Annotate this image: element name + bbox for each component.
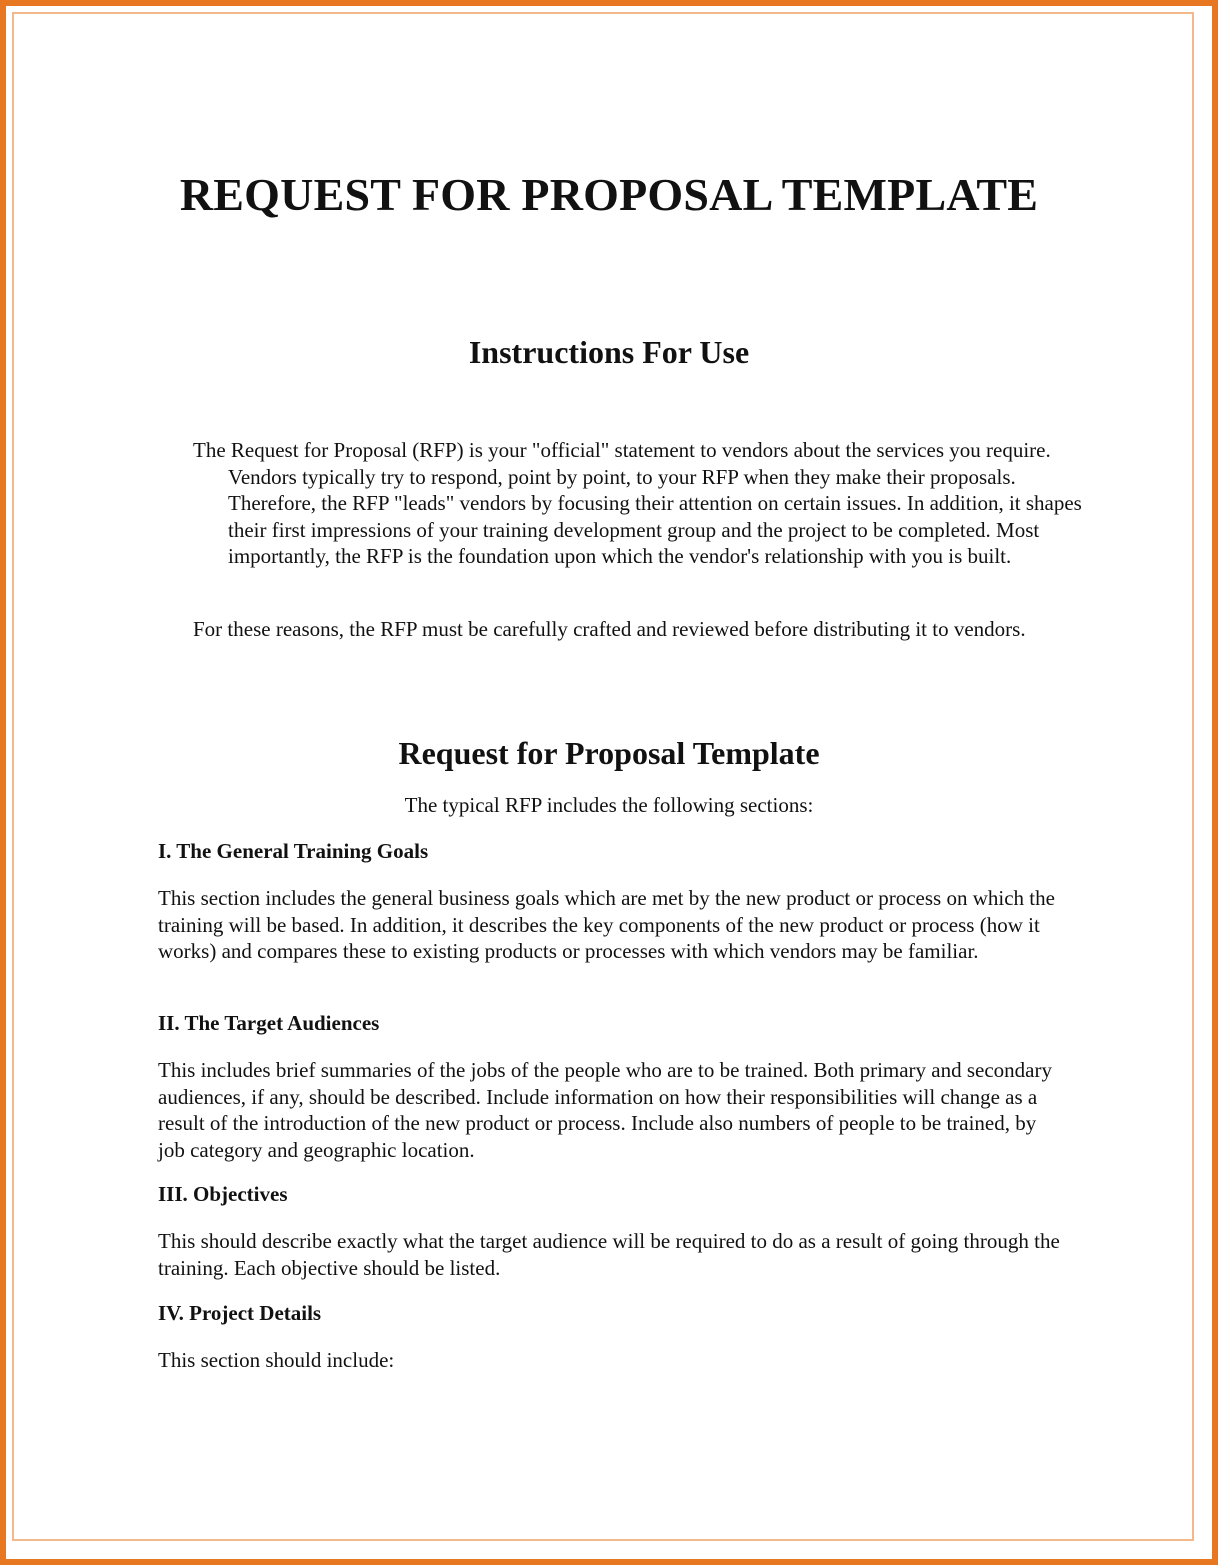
- document-title: REQUEST FOR PROPOSAL TEMPLATE: [179, 169, 1039, 220]
- section-heading-objectives: III. Objectives: [158, 1182, 288, 1206]
- section-heading-project-details: IV. Project Details: [158, 1301, 322, 1325]
- section-heading-general-training-goals: I. The General Training Goals: [158, 839, 429, 863]
- section-body-objectives: This should describe exactly what the target audience will be required to do as a result of going through the training. Each objective should be listed.: [158, 1229, 1060, 1280]
- template-intro: The typical RFP includes the following sections:: [404, 793, 814, 817]
- section-heading-target-audiences: II. The Target Audiences: [158, 1011, 380, 1035]
- instructions-paragraph-2: For these reasons, the RFP must be carefully crafted and reviewed before distributing it to vendors.: [193, 617, 1026, 641]
- instructions-paragraph-1: The Request for Proposal (RFP) is your "official" statement to vendors about the services you require. Vendors typically try to respond, point by point, to your RFP when they make their proposals. Therefore, the RFP "leads" vendors by focusing their attention on certain issues. In addition, it shapes their first impressions of your training development group and the project to be completed. Most importantly, the RFP is the foundation upon which the vendor's relationship with you is built.: [193, 438, 1082, 569]
- template-heading: Request for Proposal Template: [398, 735, 820, 771]
- section-body-project-details: This section should include:: [158, 1348, 395, 1372]
- instructions-heading: Instructions For Use: [468, 334, 750, 370]
- section-body-target-audiences: This includes brief summaries of the jobs of the people who are to be trained. Both primary and secondary audiences, if any, should be described. Include information on how their responsibilities will change as a result of the introduction of the new product or process. Include also numbers of people to be trained, by job category and geographic location.: [158, 1058, 1052, 1162]
- section-body-general-training-goals: This section includes the general business goals which are met by the new product or process on which the training will be based. In addition, it describes the key components of the new product or process (how it works) and compares these to existing products or processes with which vendors may be familiar.: [158, 886, 1055, 964]
